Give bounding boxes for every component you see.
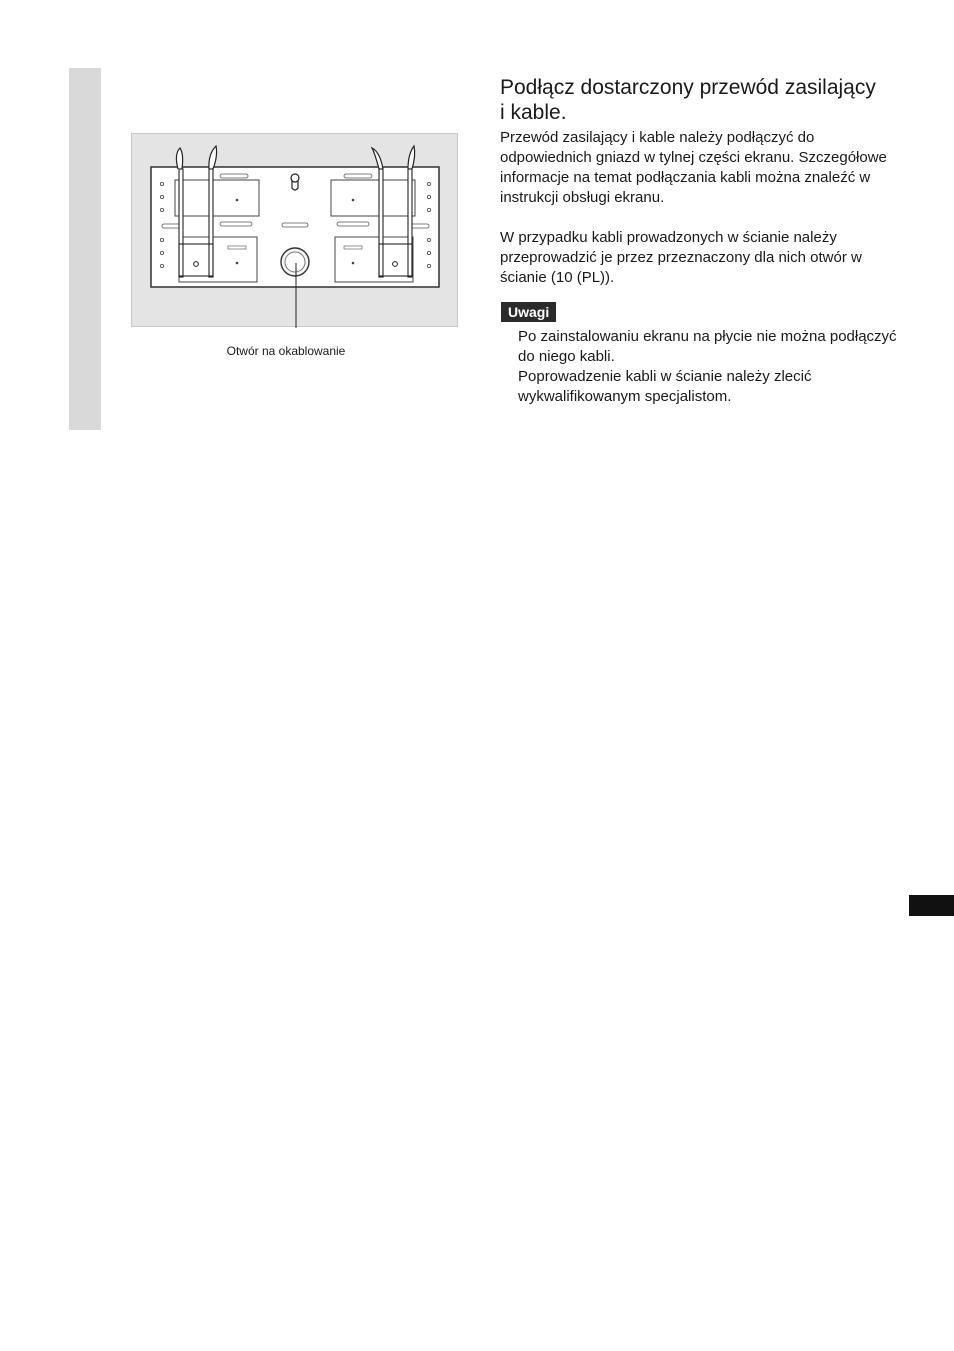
notes-label: Uwagi xyxy=(501,302,556,322)
bracket-diagram xyxy=(132,134,459,328)
note-item: Poprowadzenie kabli w ścianie należy zlecić wykwalifikowanym specjalistom. xyxy=(518,368,812,405)
notes-list xyxy=(518,327,898,407)
wall-bracket-illustration xyxy=(131,133,458,327)
paragraph-in-wall-cables: W przypadku kabli prowadzonych w ścianie należy przeprowadzić je przez przeznaczony dla nich otwór w ścianie (10 (PL)). xyxy=(500,229,862,286)
note-item: Po zainstalowaniu ekranu na płycie nie można podłączyć do niego kabli. xyxy=(518,328,897,365)
section-heading: Podłącz dostarczony przewód zasilający i kable. xyxy=(500,76,876,124)
cable-hole-label: Otwór na okablowanie xyxy=(226,344,346,358)
side-bar xyxy=(69,68,101,430)
paragraph-connect-cables: Przewód zasilający i kable należy podłączyć do odpowiednich gniazd w tylnej części ekranu. Szczegółowe informacje na temat podłączania kabli można znaleźć w instrukcji obsługi ekranu. xyxy=(500,129,887,206)
page-tab-marker xyxy=(909,895,954,916)
